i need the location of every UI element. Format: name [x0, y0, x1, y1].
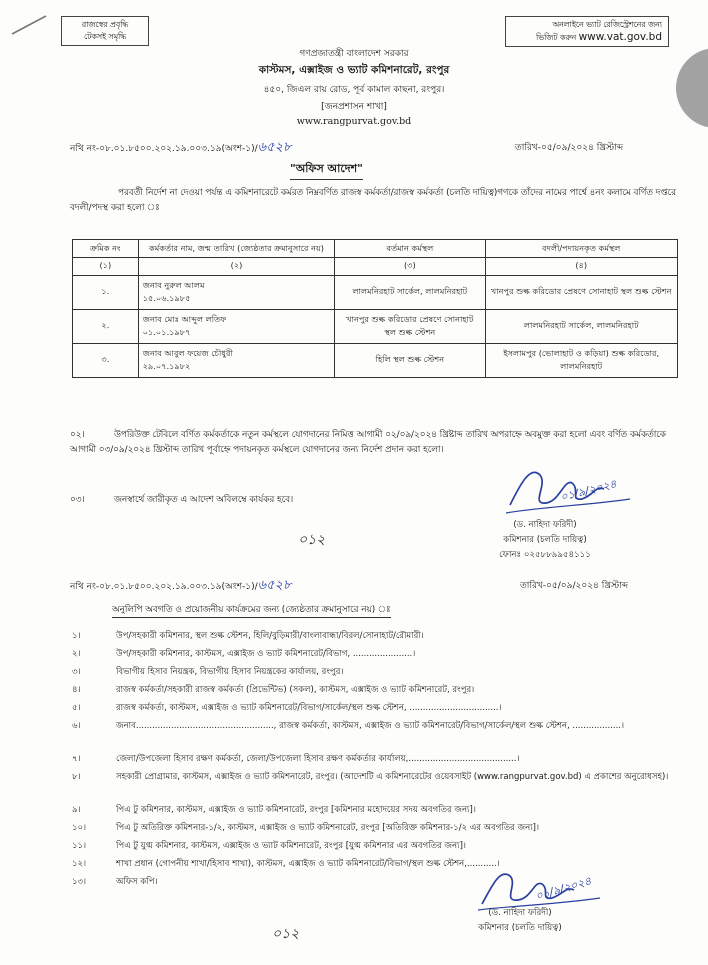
col-number: (৪) [485, 258, 678, 276]
cc-number: ৫। [72, 703, 81, 713]
office-order-title: "অফিস আদেশ" [290, 160, 363, 180]
table-header-row [73, 240, 678, 258]
cc-text: শাখা প্রধান (গোপনীয় শাখা/হিসাব শাখা), কাস্টমস, এক্সাইজ ও ভ্যাট কমিশনারেট/বিভাগ/স্থল শুল্ক স্টেশন,...........। [116, 859, 500, 869]
signature2-date: ০১/৯/২০২৪ [534, 874, 593, 903]
header-officer: কর্মকর্তার নাম, জন্ম তারিখ (জ্যেষ্ঠতার ক্রমানুসারে নয়) [138, 240, 335, 258]
table-row [73, 276, 678, 310]
signatory-designation: কমিশনার (চলতি দায়িত্ব) [503, 535, 587, 545]
para3-text: জনস্বার্থে জারীকৃত এ আদেশ অবিলম্বে কার্যকর হবে। [114, 495, 294, 505]
cc-number: ৬। [72, 721, 81, 731]
cc-number: ২। [72, 649, 81, 659]
header-serial: ক্রমিক নং [73, 240, 139, 258]
row-current-post: লালমনিরহাট সার্কেল, লালমনিরহাট [335, 276, 485, 310]
cc-number: ৯। [72, 805, 81, 815]
left-badge-line1: রাজস্বের প্রবৃদ্ধি [81, 20, 129, 29]
signature1-block [470, 518, 620, 563]
officer-name: জনাব মোঃ আব্দুল লতিফ [142, 313, 227, 324]
memo-number-text: নথি নং-০৮.০১.৮৫০০.২০২.১৯.০০৩.১৯(অংশ-১)/ [70, 144, 258, 154]
row-serial: ১. [73, 276, 139, 310]
left-badge-line2: টেকসই সমৃদ্ধি [84, 32, 126, 41]
branch-name: [জনপ্রশাসন শাখা] [321, 102, 387, 112]
cc-number: ৪। [72, 685, 81, 695]
row-current-post: হিলি স্থল শুল্ক স্টেশন [335, 344, 485, 378]
cc-number: ৭। [72, 754, 81, 764]
left-slogan-badge [61, 16, 149, 46]
cc-text: রাজস্ব কর্মকর্তা, কাস্টমস, এক্সাইজ ও ভ্যাট কমিশনারেট/বিভাগ/সার্কেল/স্থল শুল্ক স্টেশন, .................................। [116, 703, 502, 713]
cc-number: ১০। [72, 823, 87, 833]
signatory-name: (ড. নাহিদা ফরিদী) [513, 520, 577, 530]
officer-name: জনাব নুরুল আলম [142, 279, 205, 290]
memo2-number [70, 576, 291, 597]
officer-name: জনাব আবুল ফয়েজ চৌধুরী [142, 347, 233, 358]
signatory-phone: ফোনঃ ০২৫৮৮৯৯৫৪১১১ [499, 550, 591, 560]
signatory-designation: কমিশনার (চলতি দায়িত্ব) [478, 923, 562, 933]
office-website[interactable]: www.rangpurvat.gov.bd [296, 116, 412, 127]
memo2-number-text: নথি নং-০৮.০১.৮৫০০.২০২.১৯.০০৩.১৯(অংশ-১)/ [70, 582, 258, 592]
right-vat-badge [505, 16, 669, 47]
right-badge-prefix: ভিজিট করুন [536, 33, 577, 42]
header-current-post: বর্তমান কর্মস্থল [335, 240, 485, 258]
cc-text: পিএ টু যুগ্ম কমিশনার, কাস্টমস, এক্সাইজ ও ভ্যাট কমিশনারেট, রংপুর [যুগ্ম কমিশনার এর অবগতির জন্য]। [116, 841, 466, 851]
cc-number: ১। [72, 631, 81, 641]
gov-line: গণপ্রজাতন্ত্রী বাংলাদেশ সরকার [299, 49, 409, 59]
signature1-date: ০১/৯/২০২৪ [559, 477, 618, 504]
cc-number: ১৩। [72, 877, 87, 887]
right-badge-line1: অনলাইনে ভ্যাট রেজিস্ট্রেশনের জন্য [552, 20, 662, 29]
memo2-number-suffix: ৬৫২৮ [257, 578, 292, 593]
handwritten-initials: ০১২ [298, 532, 326, 548]
handwritten-initials: ০১২ [272, 926, 300, 942]
signatory-name: (ড. নাহিদা ফরিদী) [488, 908, 552, 918]
cc-text: উপ/সহকারী কমিশনার, স্থল শুল্ক স্টেশন, হিলি/বুড়িমারী/বাংলাবান্ধা/বিরল/সোনাহাট/রৌমারী। [116, 631, 424, 641]
row-officer [138, 344, 335, 378]
table-row [73, 310, 678, 344]
row-officer [138, 276, 335, 310]
table-column-number-row [73, 258, 678, 276]
row-new-post: খানপুর শুল্ক করিডোর প্রেষণে সোনাহাট স্থল শুল্ক স্টেশন [485, 276, 678, 310]
row-new-post: ইসলামপুর (ভোলাহাট ও কড়িয়া) শুল্ক করিডোর, লালমনিরহাট [485, 344, 678, 378]
memo-date: তারিখ-০৫/০৯/২০২৪ খ্রিস্টাব্দ [515, 143, 624, 153]
row-serial: ২. [73, 310, 139, 344]
memo2-date: তারিখ-০৫/০৯/২০২৪ খ্রিস্টাব্দ [520, 581, 629, 591]
table-row [73, 344, 678, 378]
office-name: কাস্টমস, এক্সাইজ ও ভ্যাট কমিশনারেট, রংপুর [258, 64, 450, 76]
officer-dob: ২৯.০৭.১৯৮২ [142, 360, 191, 371]
header-new-post: বদলী/পদায়নকৃত কর্মস্থল [485, 240, 678, 258]
cc-text: বিভাগীয় হিসাব নিয়ন্ত্রক, বিভাগীয় হিসাব নিয়ন্ত্রকের কার্যালয়, রংপুর। [116, 667, 344, 677]
cc-number: ১২। [72, 859, 87, 869]
para3-number: ০৩। [70, 495, 85, 505]
cc-number: ৩। [72, 667, 81, 677]
transfer-table [72, 239, 678, 378]
cc-text: জনাব..................................................., রাজস্ব কর্মকর্তা, কাস্টমস, এক্সাইজ ও ভ্যাট কমিশনারেট/বিভাগ/সার্কেল/স্থল শুল্ক স্টেশন, ..................। [116, 721, 625, 731]
intro-paragraph: পরবর্তী নির্দেশ না দেওয়া পর্যন্ত এ কমিশনারেটে কর্মরত নিম্নবর্ণিত রাজস্ব কর্মকর্তা/রাজস্ব কর্মকর্তা (চলতি দায়িত্ব)গণকে তাঁদের নামের পার্শ্বে ৪নং কলামে বর্ণিত দপ্তরে বদলী/পদস্থ করা হলো ঃ [70, 188, 676, 213]
col-number: (১) [73, 258, 139, 276]
row-serial: ৩. [73, 344, 139, 378]
row-new-post: লালমনিরহাট সার্কেল, লালমনিরহাট [485, 310, 678, 344]
para2-number: ০২। [70, 430, 85, 440]
cc-text: পিএ টু অতিরিক্ত কমিশনার-১/২, কাস্টমস, এক্সাইজ ও ভ্যাট কমিশনারেট, রংপুর [অতিরিক্ত কমিশনার-১/২ এর অবগতির জন্য]। [116, 823, 540, 833]
cc-text: উপ/সহকারী কমিশনার, কাস্টমস, এক্সাইজ ও ভ্যাট কমিশনারেট/বিভাগ, ......................। [116, 649, 416, 659]
cc-text: অফিস কপি। [116, 877, 158, 887]
cc-number: ১১। [72, 841, 87, 851]
memo-number-suffix: ৬৫২৮ [257, 140, 292, 155]
col-number: (২) [138, 258, 335, 276]
col-number: (৩) [335, 258, 485, 276]
officer-dob: ১৫.০৬.১৯৮৫ [142, 292, 191, 303]
cc-text: পিএ টু কমিশনার, কাস্টমস, এক্সাইজ ও ভ্যাট কমিশনারেট, রংপুর [কমিশনার মহোদয়ের সদয় অবগতির জন্য]। [116, 805, 476, 815]
memo-number [70, 138, 291, 159]
vat-website-link[interactable]: www.vat.gov.bd [578, 31, 662, 43]
para2-text: উপরিউক্ত টেবিলে বর্ণিত কর্মকর্তাকে নতুন কর্মস্থলে যোগদানের নিমিত্ত আগামী ০২/০৯/২০২৪ খ্রিষ্টাব্দ তারিখ অপরাহ্নে অবমুক্ত করা হলো এবং বর্ণিত কর্মকর্তাকে আগামী ০৩/০৯/২০২৪ খ্রিস্টাব্দ তারিখ পূর্বাহ্নে পদায়নকৃত কর্মস্থলে যোগদানের জন্য নির্দেশ প্রদান করা হলো। [70, 430, 666, 455]
cc-text: রাজস্ব কর্মকর্তা/সহকারী রাজস্ব কর্মকর্তা (প্রিভেন্টিভ) (সকল), কাস্টমস, এক্সাইজ ও ভ্যাট কমিশনারেট, রংপুর। [116, 685, 475, 695]
office-address: ৪৫০, জিএল রায় রোড, পূর্ব কামাল কাছনা, রংপুর। [263, 85, 445, 95]
cc-text: সহকারী প্রোগ্রামার, কাস্টমস, এক্সাইজ ও ভ্যাট কমিশনারেট, রংপুর। (আদেশটি এ কমিশনারেটের ওয়েবসাইট (www.rangpurvat.gov.bd) এ প্রকাশের অনুরোধসহ)। [116, 772, 669, 782]
row-officer [138, 310, 335, 344]
cc-text: জেলা/উপজেলা হিসাব রক্ষণ কর্মকর্তা, জেলা/উপজেলা হিসাব রক্ষণ কর্মকর্তার কার্যালয়,........................................। [116, 754, 520, 764]
row-current-post: খানপুর শুল্ক করিডোর প্রেষণে সোনাহাট স্থল শুল্ক স্টেশন [335, 310, 485, 344]
signature2-block [445, 906, 595, 936]
officer-dob: ০১.০১.১৯৮৭ [142, 326, 191, 337]
cc-heading: অনুলিপি অবগতি ও প্রয়োজনীয় কার্যক্রমের জন্য (জ্যেষ্ঠতার ক্রমানুসারে নয়) ঃ [112, 602, 391, 618]
corner-pen-mark [8, 10, 52, 40]
cc-number: ৮। [72, 772, 81, 782]
